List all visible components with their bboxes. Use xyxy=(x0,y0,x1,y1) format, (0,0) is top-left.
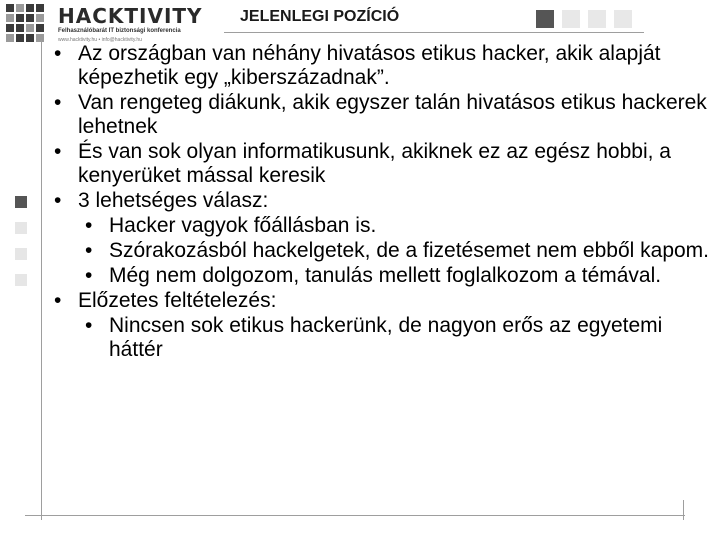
bullet-item: • Az országban van néhány hivatásos etikus hacker, akik alapját képezhetik egy „kiberszázadnak”. xyxy=(52,42,716,90)
left-divider xyxy=(41,40,42,520)
answer-item: • Hacker vagyok főállásban is. xyxy=(83,214,716,238)
logo-title: HACKTIVITY xyxy=(58,4,203,28)
title-divider xyxy=(224,32,644,33)
slide-content xyxy=(52,42,716,363)
logo-grid-icon xyxy=(6,4,52,44)
right-corner-divider xyxy=(683,500,684,520)
hacktivity-logo xyxy=(6,4,206,44)
bullet-item: • És van sok olyan informatikusunk, akiknek ez az egész hobbi, a kenyerüket mással keresik xyxy=(52,140,716,188)
logo-subtitle-secondary: www.hacktivity.hu • info@hacktivity.hu xyxy=(58,37,142,43)
logo-subtitle: Felhasználóbarát IT biztonsági konferencia xyxy=(58,28,181,34)
bullet-item: • 3 lehetséges válasz: xyxy=(52,189,716,213)
answer-item: • Szórakozásból hackelgetek, de a fizetésemet nem ebből kapom. xyxy=(83,239,716,263)
page-title: JELENLEGI POZÍCIÓ xyxy=(240,8,400,25)
assumption-text: • Nincsen sok etikus hackerünk, de nagyon erős az egyetemi háttér xyxy=(83,314,716,362)
answer-item: • Még nem dolgozom, tanulás mellett foglalkozom a témával. xyxy=(83,264,716,288)
assumption-heading: • Előzetes feltételezés: xyxy=(52,289,716,313)
bullet-item: • Van rengeteg diákunk, akik egyszer talán hivatásos etikus hackerek lehetnek xyxy=(52,91,716,139)
bottom-divider xyxy=(25,515,685,516)
